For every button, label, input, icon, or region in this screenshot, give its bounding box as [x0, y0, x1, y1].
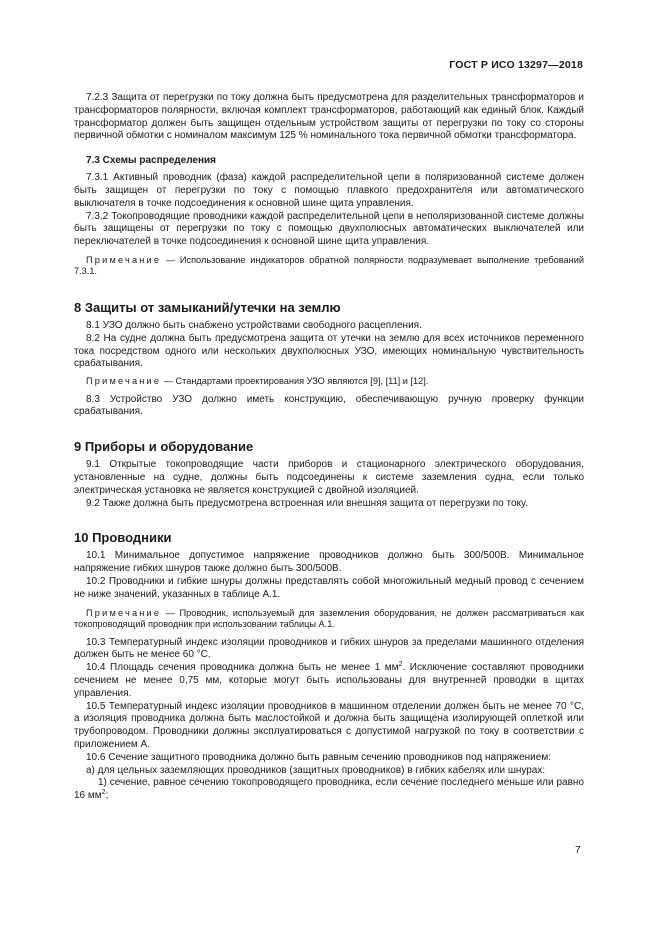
paragraph-10-6-a-1	[74, 777, 584, 803]
paragraph-7-3-2: 7.3.2 Токопроводящие проводники каждой распределительной цепи в неполяризованной системе должны быть защищены от перегрузки по току с помощью двухполюсных автоматических выключателей или переключателей в точке подсоединения к основной шине щита управления.	[74, 210, 584, 248]
paragraph-10-6: 10.6 Сечение защитного проводника должно быть равным сечению проводников под напряжением:	[86, 751, 551, 763]
paragraph-10-6-a-1-text: 1) сечение, равное сечению токопроводящего проводника, если сечение последнего меньше или равно 16 мм	[74, 777, 584, 802]
paragraph-8-3: 8.3 Устройство УЗО должно иметь конструкцию, обеспечивающую ручную проверку функции срабатывания.	[74, 393, 584, 418]
note-8	[74, 376, 584, 388]
paragraph-10-2: 10.2 Проводники и гибкие шнуры должны представлять собой многожильный медный провод с сечением не ниже значений, указанных в таблице А.1.	[74, 576, 584, 600]
note-text: — Проводник, используемый для заземления оборудования, не должен рассматриваться как токопроводящий проводник при использовании таблицы А.1.	[74, 607, 584, 630]
note-text: — Стандартами проектирования УЗО являются [9], [11] и [12].	[161, 376, 429, 387]
subsection-title-7-3: 7.3 Схемы распределения	[86, 155, 217, 167]
paragraph-10-4	[74, 662, 584, 700]
note-10	[74, 608, 584, 631]
note-label: Примечание	[86, 376, 162, 387]
paragraph-10-6-a-1-end: ;	[105, 790, 109, 802]
paragraph-9-2: 9.2 Также должна быть предусмотрена встроенная или внешняя защита от перегрузки по току.	[86, 497, 528, 509]
page-content	[74, 92, 584, 803]
section-title-8: 8 Защиты от замыканий/утечки на землю	[74, 299, 341, 315]
paragraph-10-4-text: 10.4 Площадь сечения проводника должна быть не менее 1 мм	[86, 662, 399, 674]
paragraph-10-1: 10.1 Минимальное допустимое напряжение проводников должно быть 300/500В. Минимальное напряжение гибких шнуров также должно быть 300/500В.	[74, 550, 584, 575]
note-label: Примечание	[86, 607, 162, 618]
paragraph-9-1: 9.1 Открытые токопроводящие части приборов и стационарного электрического оборудования, установленные на судне, должны быть подсоединены к системе заземления судна, если только электрическая установка не является конструкцией с двойной изоляцией.	[74, 459, 584, 496]
section-title-10: 10 Проводники	[74, 530, 172, 546]
section-title-9: 9 Приборы и оборудование	[74, 439, 254, 455]
note-label: Примечание	[86, 254, 162, 265]
note-7-3	[74, 255, 584, 278]
paragraph-8-1: 8.1 УЗО должно быть снабжено устройствами свободного расцепления.	[86, 319, 422, 331]
note-text: — Использование индикаторов обратной полярности подразумевает выполнение требований 7.3.1.	[74, 254, 584, 277]
paragraph-7-3-1: 7.3.1 Активный проводник (фаза) каждой распределительной цепи в поляризованной системе должен быть защищен от перегрузки по току с помощью плавкого предохранителя или автоматического выключателя в точке подсоединения к основной шине щита управления.	[74, 172, 584, 209]
superscript: 2	[398, 661, 403, 669]
paragraph-10-5: 10.5 Температурный индекс изоляции проводников в машинном отделении должен быть не менее 70 °С, а изоляция проводника должна быть маслостойкой и должна быть защищена изолирующей оплеткой или трубопроводом. Проводники должны эксплуатироваться с допустимой нагрузкой по току в соответствии с приложением А.	[74, 700, 584, 750]
document-header: ГОСТ Р ИСО 13297—2018	[449, 59, 583, 71]
paragraph-10-4-text-end: . Исключение составляют проводники сечением не менее 0,75 мм, которые могут быть использованы для внутренней проводки в щитах управления.	[74, 662, 584, 699]
page-number: 7	[575, 845, 581, 856]
paragraph-10-3: 10.3 Температурный индекс изоляции проводников и гибких шнуров за пределами машинного отделения должен быть не менее 60 °С.	[74, 636, 584, 661]
superscript: 2	[101, 789, 106, 797]
paragraph-8-2: 8.2 На судне должна быть предусмотрена защита от утечки на землю для всех источников переменного тока посредством одного или нескольких двухполюсных УЗО, имеющих номинальную чувствительность срабатывания.	[74, 332, 584, 370]
paragraph-7-2-3: 7.2.3 Защита от перегрузки по току должна быть предусмотрена для разделительных трансформаторов и трансформаторов полярности, включая комплект трансформаторов, работающий как единый блок. Каждый трансформатор должен быть защищен отдельным устройством защиты от перегрузки по току со стороны первичной обмотки с номиналом максимум 125 % номинального тока первичной обмотки трансформатора.	[74, 92, 584, 142]
paragraph-10-6-a: а) для цельных заземляющих проводников (защитных проводников) в гибких кабелях или шнурах:	[86, 764, 546, 776]
